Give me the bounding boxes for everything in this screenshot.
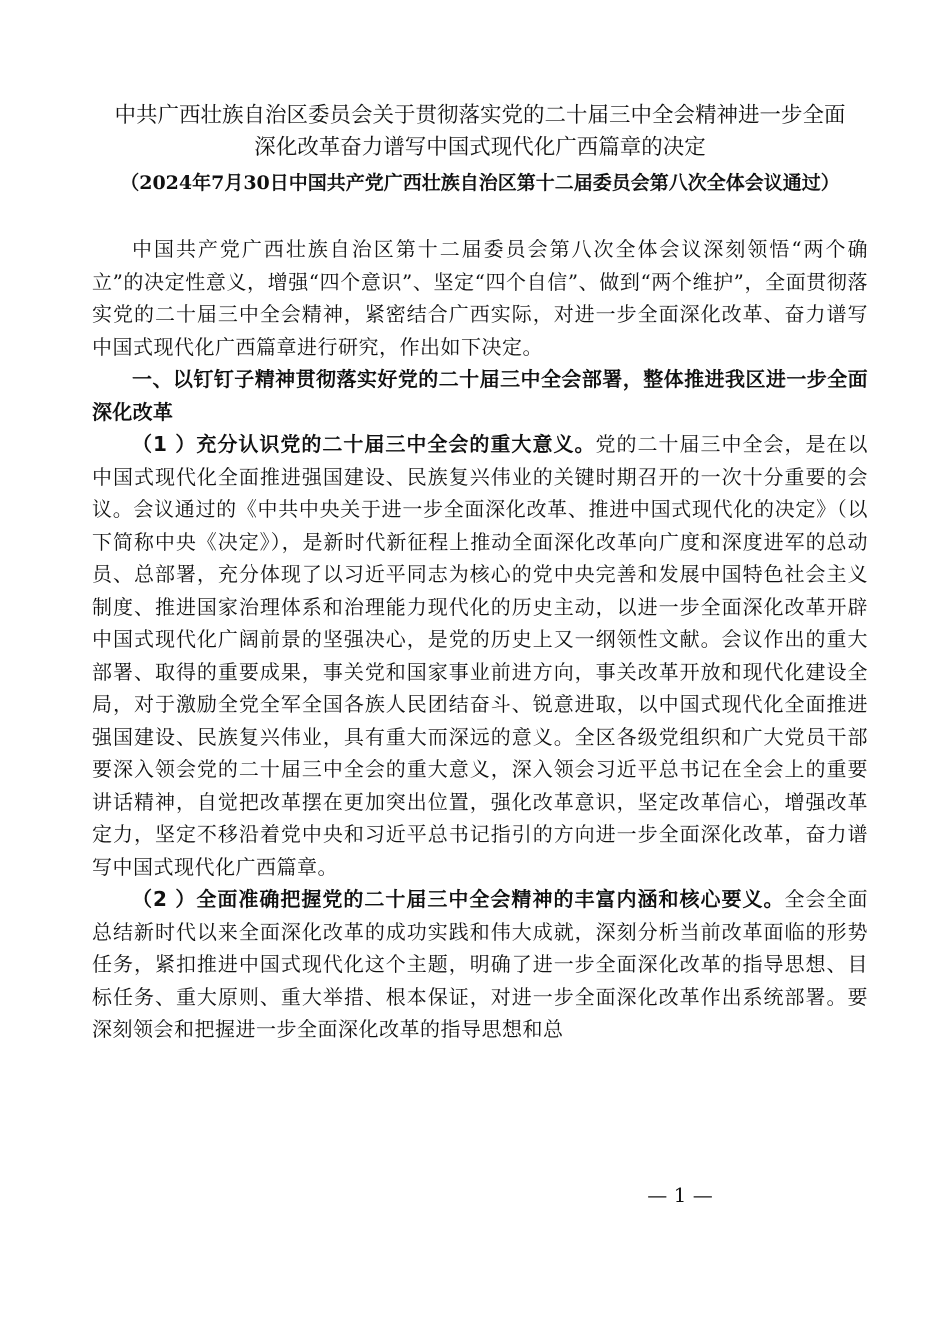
title-line-1: 中共广西壮族自治区委员会关于贯彻落实党的二十届三中全会精神进一步全面: [114, 103, 846, 128]
item-2-lead: （2 ）全面准确把握党的二十届三中全会精神的丰富内涵和核心要义。: [132, 887, 785, 911]
intro-paragraph: 中国共产党广西壮族自治区第十二届委员会第八次全体会议深刻领悟“两个确立”的决定性意义，增强“四个意识”、坚定“四个自信”、做到“两个维护”，全面贯彻落实党的二十届三中全会精神，紧密结合广西实际，对进一步全面深化改革、奋力谱写中国式现代化广西篇章进行研究，作出如下决定。: [92, 237, 868, 359]
document-subtitle: （2024年7月30日中国共产党广西壮族自治区第十二届委员会第八次全体会议通过）: [120, 172, 840, 194]
document-page: [92, 100, 868, 1046]
section-1-heading: 一、以钉钉子精神贯彻落实好党的二十届三中全会部署，整体推进我区进一步全面深化改革: [92, 367, 868, 424]
item-1-paragraph: [92, 428, 868, 883]
title-line-2: 深化改革奋力谱写中国式现代化广西篇章的决定: [254, 135, 706, 160]
item-1-body: 党的二十届三中全会，是在以中国式现代化全面推进强国建设、民族复兴伟业的关键时期召开的一次十分重要的会议。会议通过的《中共中央关于进一步全面深化改革、推进中国式现代化的决定》（以下简称中央《决定》），是新时代新征程上推动全面深化改革向广度和深度进军的总动员、总部署，充分体现了以习近平同志为核心的党中央完善和发展中国特色社会主义制度、推进国家治理体系和治理能力现代化的历史主动，以进一步全面深化改革开辟中国式现代化广阔前景的坚强决心，是党的历史上又一纲领性文献。会议作出的重大部署、取得的重要成果，事关党和国家事业前进方向，事关改革开放和现代化建设全局，对于激励全党全军全国各族人民团结奋斗、锐意进取，以中国式现代化全面推进强国建设、民族复兴伟业，具有重大而深远的意义。全区各级党组织和广大党员干部要深入领会党的二十届三中全会的重大意义，深入领会习近平总书记在全会上的重要讲话精神，自觉把改革摆在更加突出位置，强化改革意识，坚定改革信心，增强改革定力，坚定不移沿着党中央和习近平总书记指引的方向进一步全面深化改革，奋力谱写中国式现代化广西篇章。: [92, 432, 868, 879]
item-2-body: 全会全面总结新时代以来全面深化改革的成功实践和伟大成就，深刻分析当前改革面临的形势任务，紧扣推进中国式现代化这个主题，明确了进一步全面深化改革的指导思想、目标任务、重大原则、重大举措、根本保证，对进一步全面深化改革作出系统部署。要深刻领会和把握进一步全面深化改革的指导思想和总: [92, 887, 868, 1041]
item-2-paragraph: [92, 883, 868, 1046]
item-1-lead: （1 ）充分认识党的二十届三中全会的重大意义。: [132, 432, 596, 456]
page-number: — 1 —: [647, 1183, 713, 1207]
document-title: [92, 100, 868, 164]
